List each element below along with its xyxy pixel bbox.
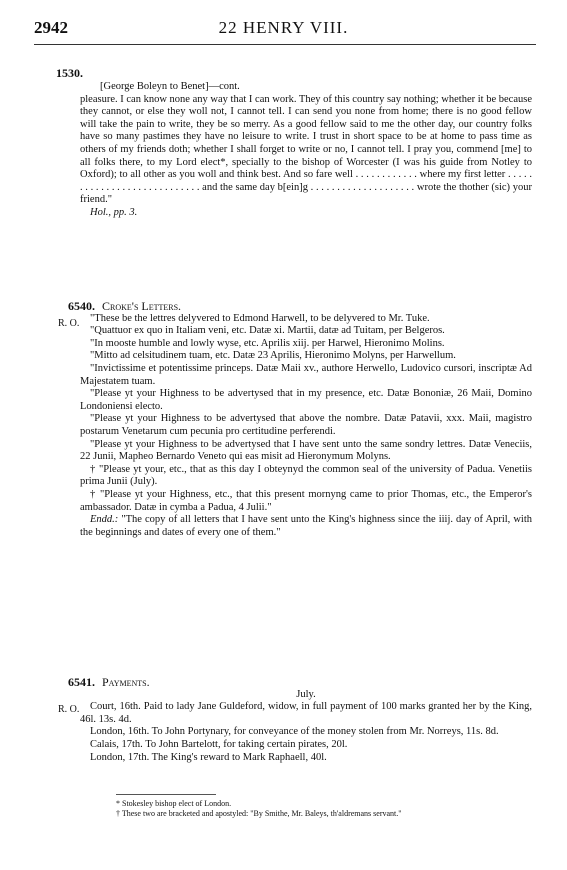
page-number: 2942 <box>34 18 68 37</box>
entry-6540-margin: R. O. <box>58 318 80 329</box>
letter-para: † "Please yt your, etc., that as this day I obteynyd the common seal of the university of Padua. Venetiis prima Junii (July). <box>80 463 532 488</box>
entry-6541-margin: R. O. <box>58 704 80 715</box>
footnote: * Stokesley bishop elect of London. <box>116 799 232 808</box>
letter-para: "In mooste humble and lowly wyse, etc. Aprilis xiij. per Harwel, Hieronimo Molins. <box>90 337 445 349</box>
footnote-rule <box>116 794 216 795</box>
source-note: Hol., pp. 3. <box>90 206 138 218</box>
payment-item: London, 17th. The King's reward to Mark Raphaell, 40l. <box>90 751 327 763</box>
letter-para: "Mitto ad celsitudinem tuam, etc. Datæ 23 Aprilis, Hieronimo Molyns, per Harwellum. <box>90 350 456 362</box>
continuation-text: pleasure. I can know none any way that I can work. They of this country say nothing; whether it be because they cannot, or else they woll not, I cannot tell. I can send you none from home; there is no good fellow will take the pain to write, they be so merry. As a good fellow said to me the other day, our country folks have so many pastimes they have no leisure to write. I trust in short space to be at home to pass time as others of my friends doth; whether I shall forget to write or no, I cannot tell. I pray you, commend [me] to all folks there, to my Lord elect*, specially to the bishop of Worcester (I was his guide from Notley to Oxford); to all other as you woll and think best. And so fare well . . . . . . . . . . . . where my first letter . . . . . . . . . . . . . . . . . . . . . . . . . . . . and the same day b[ein]g . . . . . . . . . . . . . . . . . . . . wrote the thother (sic) your friend." <box>80 93 532 206</box>
entry-6540 <box>68 299 532 539</box>
page-header <box>0 18 567 38</box>
entry-6540-heading <box>68 300 532 313</box>
letter-para: "Quattuor ex quo in Italiam veni, etc. Datæ xi. Martii, datæ ad Tuitam, per Belgeros. <box>90 325 445 337</box>
entry-6541-number: 6541. <box>68 675 95 689</box>
running-head: 22 HENRY VIII. <box>218 18 349 37</box>
header-rule <box>34 44 536 45</box>
entry-6541 <box>68 675 532 764</box>
letter-para: "Please yt your Highness to be advertysed that above the nombre. Datæ Patavii, xxx. Maii, magistro postarum Venetarum cum pecunia pro certitudine perferendi. <box>80 413 532 437</box>
entry-6541-heading <box>68 676 532 689</box>
entry-6541-month: July. <box>296 688 316 700</box>
payment-item: Court, 16th. Paid to lady Jane Guldeford, widow, in full payment of 100 marks granted her by the King, 46l. 13s. 4d. <box>80 701 532 725</box>
letter-para: "Please yt your Highness to be advertysed that in my presence, etc. Datæ Bononiæ, 26 Maii, Domino Londoniensi electo. <box>80 388 532 412</box>
letter-para: "These be the lettres delyvered to Edmond Harwell, to be delyvered to Mr. Tuke. <box>90 312 430 324</box>
entry-6540-number: 6540. <box>68 299 95 313</box>
letter-para: † "Please yt your Highness, etc., that this present mornyng came to prior Thomas, etc., the Emperor's ambassador. Datæ in cymba a Padua, 4 Julii." <box>80 488 532 513</box>
continuation-heading: [George Boleyn to Benet]—cont. <box>100 81 240 92</box>
footnotes <box>116 799 532 819</box>
letter-para: "Please yt your Highness to be advertysed that I have sent unto the same sondry lettres. Datæ Veneciis, 22 Junii, Mapheo Bernardo Veneto qui eas misit ad Hieronymum Molyns. <box>80 438 532 463</box>
endorsement-text: "The copy of all letters that I have sent unto the King's highness since the iiij. day of April, with the beginnings and dates of every one of them." <box>80 514 532 538</box>
entry-6541-title: Payments. <box>102 675 150 689</box>
entry-6540-title: Croke's Letters. <box>102 299 182 313</box>
year-marker: 1530. <box>56 66 83 80</box>
endorsement-label: Endd.: <box>90 514 119 526</box>
footnote: † These two are bracketed and apostyled: "By Smithe, Mr. Baleys, th'aldremans servant." <box>116 809 402 818</box>
letter-continuation <box>80 81 532 220</box>
payment-item: Calais, 17th. To John Bartelott, for taking certain pirates, 20l. <box>90 738 348 750</box>
letter-para: "Invictissime et potentissime princeps. Datæ Maii xv., authore Herwello, Ludovico cursori, inscriptæ Ad Majestatem tuam. <box>80 362 532 387</box>
payment-item: London, 16th. To John Portynary, for conveyance of the money stolen from Mr. Norreys, 11s. 8d. <box>90 726 499 738</box>
endorsement <box>80 514 532 539</box>
